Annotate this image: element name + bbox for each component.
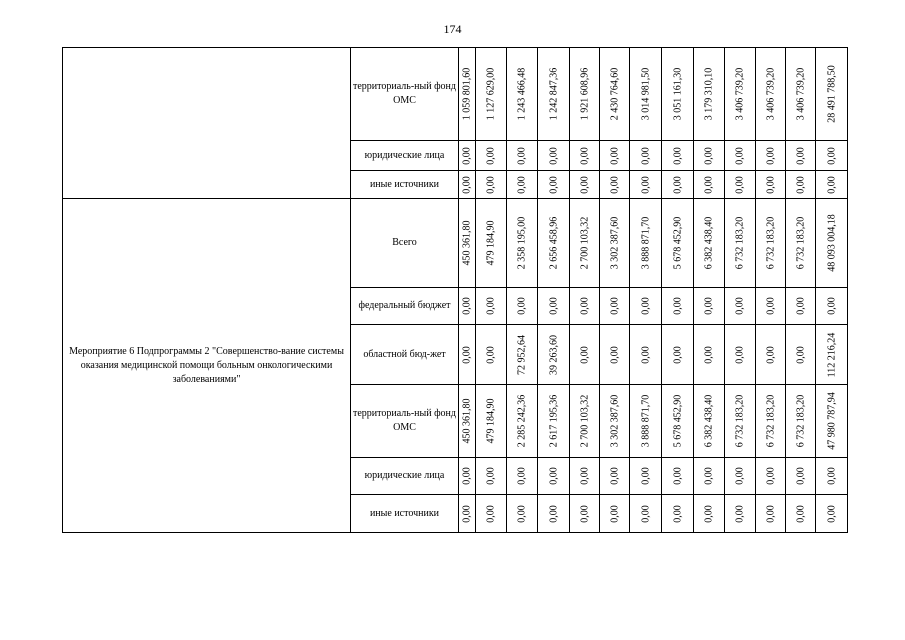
value-cell xyxy=(459,288,476,325)
value-cell xyxy=(570,458,600,495)
value-text: 479 184,90 xyxy=(485,398,497,444)
value-cell xyxy=(694,199,725,288)
value-text: 6 732 183,20 xyxy=(765,394,776,448)
value-cell xyxy=(816,141,848,171)
value-cell xyxy=(600,495,630,533)
value-text: 0,00 xyxy=(703,345,715,364)
value-cell xyxy=(600,288,630,325)
funding-table xyxy=(62,47,877,533)
value-text: 0,00 xyxy=(795,467,806,485)
value-text: 0,00 xyxy=(826,504,837,523)
value-cell xyxy=(694,325,725,385)
value-text: 2 700 103,32 xyxy=(579,394,590,448)
value-cell xyxy=(694,48,725,141)
value-cell xyxy=(662,141,694,171)
value-cell xyxy=(786,171,816,199)
funding-source-cell: юридические лица xyxy=(351,141,459,171)
value-cell xyxy=(459,141,476,171)
value-text: 0,00 xyxy=(461,297,473,315)
value-text: 0,00 xyxy=(461,175,473,194)
value-cell xyxy=(725,325,756,385)
value-text: 2 430 764,60 xyxy=(609,67,620,121)
value-cell xyxy=(459,495,476,533)
value-text: 72 952,64 xyxy=(516,334,528,375)
table-row xyxy=(63,199,877,288)
value-text: 0,00 xyxy=(795,146,806,165)
value-text: 0,00 xyxy=(609,467,620,485)
value-text: 0,00 xyxy=(826,297,837,315)
value-cell xyxy=(662,385,694,458)
value-cell xyxy=(538,458,570,495)
value-text: 0,00 xyxy=(765,345,776,364)
value-cell xyxy=(816,385,848,458)
value-cell xyxy=(459,458,476,495)
value-cell xyxy=(507,325,538,385)
value-cell xyxy=(694,495,725,533)
value-text: 3 888 871,70 xyxy=(640,394,651,448)
value-text: 2 700 103,32 xyxy=(579,216,590,270)
value-text: 0,00 xyxy=(609,175,620,194)
value-text: 0,00 xyxy=(703,297,715,315)
value-text: 0,00 xyxy=(609,297,620,315)
value-text: 0,00 xyxy=(765,175,776,194)
value-cell xyxy=(786,48,816,141)
funding-source-cell: территориаль-ный фонд ОМС xyxy=(351,385,459,458)
value-text: 0,00 xyxy=(734,297,746,315)
value-text: 1 243 466,48 xyxy=(516,67,528,121)
value-cell xyxy=(786,458,816,495)
value-text: 0,00 xyxy=(579,175,590,194)
value-cell xyxy=(570,325,600,385)
value-cell xyxy=(538,171,570,199)
value-cell xyxy=(786,385,816,458)
value-cell xyxy=(459,48,476,141)
value-text: 0,00 xyxy=(485,467,497,485)
value-cell xyxy=(756,495,786,533)
value-text: 0,00 xyxy=(765,467,776,485)
value-text: 0,00 xyxy=(703,146,715,165)
value-text: 0,00 xyxy=(672,467,683,485)
value-cell xyxy=(725,288,756,325)
value-text: 0,00 xyxy=(461,345,473,364)
value-cell xyxy=(786,141,816,171)
value-text: 0,00 xyxy=(826,146,837,165)
funding-source-cell: иные источники xyxy=(351,171,459,199)
value-text: 0,00 xyxy=(516,504,528,523)
value-cell xyxy=(630,48,662,141)
value-text: 0,00 xyxy=(734,504,746,523)
value-cell xyxy=(725,48,756,141)
value-cell xyxy=(630,385,662,458)
value-text: 5 678 452,90 xyxy=(672,394,683,448)
value-cell xyxy=(816,48,848,141)
value-text: 6 382 438,40 xyxy=(703,216,715,270)
value-cell xyxy=(476,199,507,288)
value-cell xyxy=(756,385,786,458)
value-cell xyxy=(662,48,694,141)
value-cell xyxy=(662,171,694,199)
value-cell xyxy=(507,288,538,325)
value-text: 3 014 981,50 xyxy=(640,67,651,121)
value-cell xyxy=(662,458,694,495)
value-cell xyxy=(694,141,725,171)
value-cell xyxy=(476,141,507,171)
value-text: 0,00 xyxy=(734,345,746,364)
value-text: 2 656 458,96 xyxy=(548,216,559,270)
value-cell xyxy=(476,385,507,458)
value-text: 0,00 xyxy=(640,297,651,315)
value-text: 3 302 387,60 xyxy=(609,394,620,448)
value-text: 479 184,90 xyxy=(485,220,497,266)
funding-source-cell: Всего xyxy=(351,199,459,288)
value-text: 0,00 xyxy=(672,504,683,523)
value-cell xyxy=(756,288,786,325)
value-cell xyxy=(538,141,570,171)
value-cell xyxy=(600,385,630,458)
value-cell xyxy=(694,171,725,199)
value-text: 1 921 608,96 xyxy=(579,67,590,121)
value-text: 6 732 183,20 xyxy=(795,394,806,448)
value-text: 0,00 xyxy=(579,345,590,364)
value-cell xyxy=(756,458,786,495)
value-cell xyxy=(816,495,848,533)
value-cell xyxy=(816,325,848,385)
value-text: 1 242 847,36 xyxy=(548,67,559,121)
value-cell xyxy=(476,288,507,325)
value-cell xyxy=(600,325,630,385)
value-text: 3 406 739,20 xyxy=(734,67,746,121)
page-number: 174 xyxy=(443,22,462,36)
value-cell xyxy=(786,199,816,288)
value-text: 0,00 xyxy=(640,345,651,364)
value-text: 0,00 xyxy=(461,146,473,165)
table-row xyxy=(63,48,877,141)
funding-source-cell: юридические лица xyxy=(351,458,459,495)
value-text: 28 491 788,50 xyxy=(826,65,837,123)
value-text: 0,00 xyxy=(609,146,620,165)
value-cell xyxy=(662,199,694,288)
value-text: 0,00 xyxy=(795,297,806,315)
value-text: 0,00 xyxy=(485,345,497,364)
value-cell xyxy=(786,325,816,385)
value-text: 1 127 629,00 xyxy=(485,67,497,121)
value-cell xyxy=(725,385,756,458)
value-text: 0,00 xyxy=(826,467,837,485)
value-text: 0,00 xyxy=(734,467,746,485)
value-cell xyxy=(725,171,756,199)
value-text: 0,00 xyxy=(703,467,715,485)
value-cell xyxy=(694,385,725,458)
value-text: 0,00 xyxy=(765,504,776,523)
value-text: 0,00 xyxy=(516,297,528,315)
value-cell xyxy=(725,458,756,495)
value-text: 0,00 xyxy=(640,467,651,485)
value-cell xyxy=(756,325,786,385)
funding-source-cell: территориаль-ный фонд ОМС xyxy=(351,48,459,141)
value-cell xyxy=(538,48,570,141)
value-cell xyxy=(570,385,600,458)
value-text: 6 732 183,20 xyxy=(765,216,776,270)
value-text: 0,00 xyxy=(826,175,837,194)
value-cell xyxy=(507,199,538,288)
value-cell xyxy=(600,141,630,171)
value-text: 0,00 xyxy=(548,297,559,315)
value-text: 0,00 xyxy=(516,467,528,485)
value-text: 1 059 801,60 xyxy=(461,67,473,121)
value-cell xyxy=(816,458,848,495)
value-text: 0,00 xyxy=(672,345,683,364)
value-cell xyxy=(459,171,476,199)
value-cell xyxy=(476,171,507,199)
value-cell xyxy=(630,458,662,495)
value-text: 450 361,80 xyxy=(461,220,473,266)
value-text: 3 302 387,60 xyxy=(609,216,620,270)
value-cell xyxy=(816,199,848,288)
value-text: 0,00 xyxy=(765,297,776,315)
value-text: 0,00 xyxy=(516,175,528,194)
value-cell xyxy=(694,458,725,495)
value-cell xyxy=(630,171,662,199)
value-cell xyxy=(756,199,786,288)
value-text: 0,00 xyxy=(640,175,651,194)
value-text: 0,00 xyxy=(795,345,806,364)
value-cell xyxy=(570,171,600,199)
value-text: 0,00 xyxy=(579,297,590,315)
value-cell xyxy=(507,141,538,171)
value-cell xyxy=(538,495,570,533)
value-text: 0,00 xyxy=(548,175,559,194)
value-text: 0,00 xyxy=(548,467,559,485)
value-text: 0,00 xyxy=(485,504,497,523)
value-cell xyxy=(756,171,786,199)
value-cell xyxy=(600,199,630,288)
value-cell xyxy=(662,288,694,325)
value-text: 6 732 183,20 xyxy=(734,216,746,270)
value-cell xyxy=(662,325,694,385)
value-cell xyxy=(476,325,507,385)
value-cell xyxy=(570,48,600,141)
value-text: 450 361,80 xyxy=(461,398,473,444)
value-cell xyxy=(507,171,538,199)
value-cell xyxy=(600,171,630,199)
value-text: 0,00 xyxy=(579,146,590,165)
value-cell xyxy=(507,495,538,533)
value-cell xyxy=(507,458,538,495)
value-text: 2 358 195,00 xyxy=(516,216,528,270)
value-cell xyxy=(538,288,570,325)
value-text: 0,00 xyxy=(548,504,559,523)
value-cell xyxy=(756,48,786,141)
value-text: 0,00 xyxy=(516,146,528,165)
value-cell xyxy=(816,171,848,199)
value-text: 3 051 161,30 xyxy=(672,67,683,121)
value-text: 5 678 452,90 xyxy=(672,216,683,270)
value-cell xyxy=(538,199,570,288)
value-cell xyxy=(816,288,848,325)
value-cell xyxy=(630,199,662,288)
value-text: 48 093 004,18 xyxy=(826,214,837,272)
value-cell xyxy=(725,141,756,171)
value-cell xyxy=(476,48,507,141)
value-cell xyxy=(538,385,570,458)
funding-source-cell: федеральный бюджет xyxy=(351,288,459,325)
value-text: 2 285 242,36 xyxy=(516,394,528,448)
value-cell xyxy=(694,288,725,325)
value-cell xyxy=(459,385,476,458)
value-text: 3 406 739,20 xyxy=(765,67,776,121)
value-cell xyxy=(507,385,538,458)
funding-source-cell: иные источники xyxy=(351,495,459,533)
value-cell xyxy=(725,495,756,533)
value-cell xyxy=(630,325,662,385)
event-name-cell: Мероприятие 6 Подпрограммы 2 "Совершенство-вание системы оказания медицинской помощи больным онкологическими заболеваниями" xyxy=(63,199,351,533)
value-text: 0,00 xyxy=(640,146,651,165)
value-cell xyxy=(476,495,507,533)
value-cell xyxy=(476,458,507,495)
value-text: 47 980 787,94 xyxy=(826,392,837,450)
value-text: 6 382 438,40 xyxy=(703,394,715,448)
value-text: 3 179 310,10 xyxy=(703,67,715,121)
value-cell xyxy=(459,325,476,385)
value-text: 3 406 739,20 xyxy=(795,67,806,121)
value-cell xyxy=(756,141,786,171)
value-cell xyxy=(600,48,630,141)
value-cell xyxy=(570,288,600,325)
value-text: 0,00 xyxy=(548,146,559,165)
value-text: 0,00 xyxy=(461,467,473,485)
value-cell xyxy=(662,495,694,533)
value-text: 0,00 xyxy=(579,467,590,485)
value-cell xyxy=(630,288,662,325)
value-text: 0,00 xyxy=(672,146,683,165)
value-cell xyxy=(630,495,662,533)
value-cell xyxy=(507,48,538,141)
value-cell xyxy=(538,325,570,385)
value-text: 112 216,24 xyxy=(826,332,837,377)
value-text: 0,00 xyxy=(734,175,746,194)
event-name-cell xyxy=(63,48,351,199)
value-cell xyxy=(786,288,816,325)
value-text: 0,00 xyxy=(640,504,651,523)
value-cell xyxy=(570,495,600,533)
value-text: 0,00 xyxy=(672,175,683,194)
value-text: 6 732 183,20 xyxy=(795,216,806,270)
value-text: 0,00 xyxy=(672,297,683,315)
value-text: 0,00 xyxy=(609,345,620,364)
value-cell xyxy=(786,495,816,533)
value-text: 3 888 871,70 xyxy=(640,216,651,270)
value-text: 6 732 183,20 xyxy=(734,394,746,448)
value-text: 2 617 195,36 xyxy=(548,394,559,448)
value-text: 0,00 xyxy=(485,146,497,165)
value-text: 39 263,60 xyxy=(548,334,559,375)
value-text: 0,00 xyxy=(485,175,497,194)
value-cell xyxy=(600,458,630,495)
value-text: 0,00 xyxy=(734,146,746,165)
value-text: 0,00 xyxy=(579,504,590,523)
value-cell xyxy=(630,141,662,171)
value-text: 0,00 xyxy=(795,504,806,523)
value-cell xyxy=(570,199,600,288)
value-cell xyxy=(459,199,476,288)
value-cell xyxy=(570,141,600,171)
value-text: 0,00 xyxy=(703,175,715,194)
value-text: 0,00 xyxy=(703,504,715,523)
value-text: 0,00 xyxy=(485,297,497,315)
value-text: 0,00 xyxy=(461,504,473,523)
funding-source-cell: областной бюд-жет xyxy=(351,325,459,385)
value-cell xyxy=(725,199,756,288)
value-text: 0,00 xyxy=(795,175,806,194)
value-text: 0,00 xyxy=(609,504,620,523)
value-text: 0,00 xyxy=(765,146,776,165)
